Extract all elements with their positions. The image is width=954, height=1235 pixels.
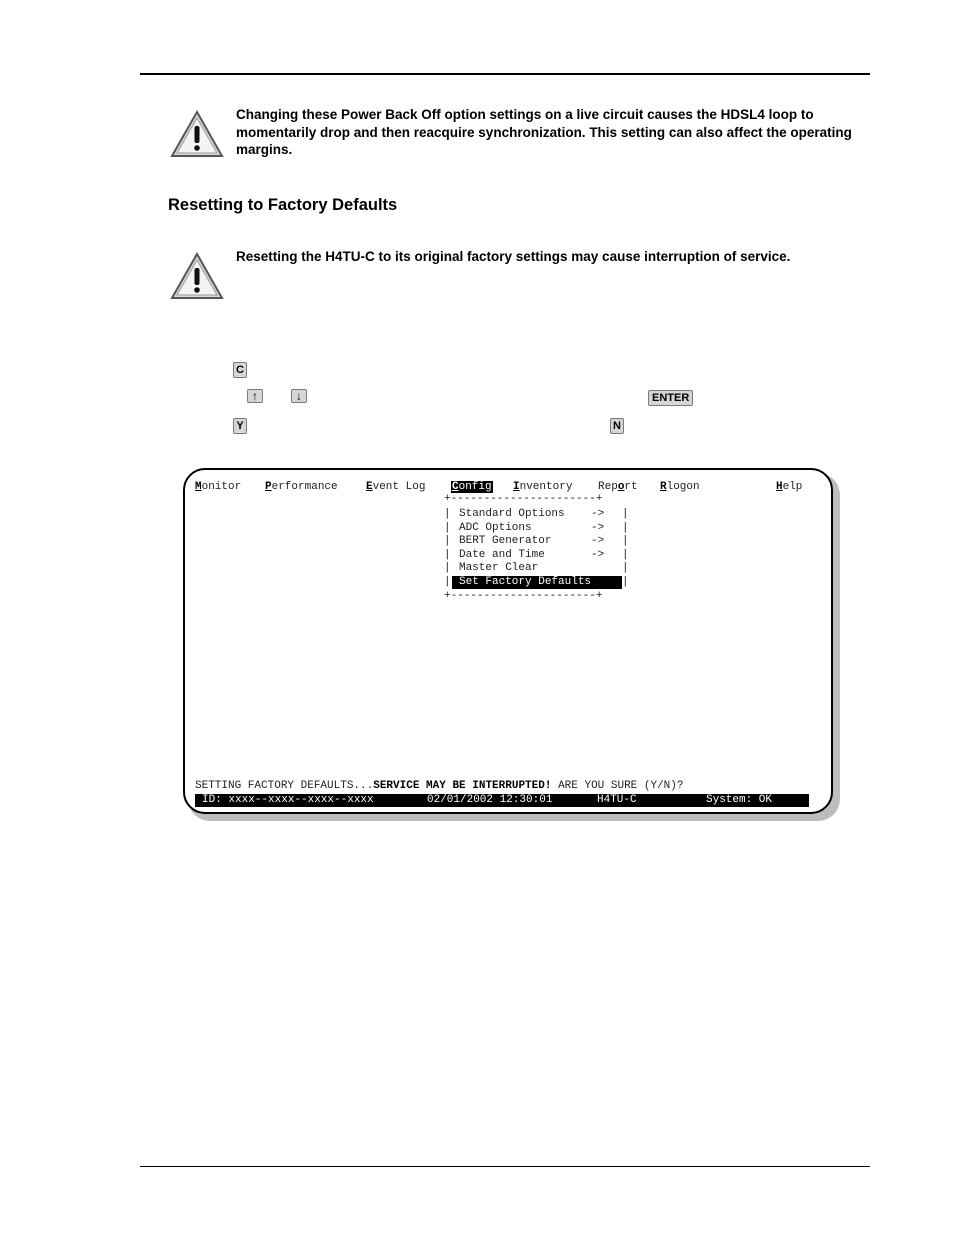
- submenu-arrow-icon: ->: [591, 549, 605, 561]
- dropdown-item-set-factory-defaults[interactable]: Set Factory Defaults: [452, 576, 622, 589]
- menu-inventory[interactable]: Inventory: [513, 481, 573, 493]
- dropdown-border-top: +----------------------+: [444, 493, 603, 505]
- footer-rule: [140, 1166, 870, 1167]
- dropdown-bar-right: |: [622, 576, 629, 588]
- menu-logon[interactable]: Rlogon: [660, 481, 700, 493]
- dropdown-bar-right: |: [622, 562, 629, 574]
- menu-report[interactable]: Report: [598, 481, 638, 493]
- menu-performance[interactable]: Performance: [265, 481, 338, 493]
- header-rule: [140, 73, 870, 75]
- dropdown-bar-right: |: [622, 522, 629, 534]
- dropdown-bar-left: |: [444, 535, 451, 547]
- menu-help[interactable]: Help: [776, 481, 803, 493]
- caution-text-power-back-off: Changing these Power Back Off option settings on a live circuit causes the HDSL4 loop to momentarily drop and then reacquire synchronization. This setting can also affect the operating margins.: [236, 107, 852, 157]
- dropdown-bar-right: |: [622, 535, 629, 547]
- key-down-arrow-icon: ↓: [291, 389, 307, 403]
- caution-icon: [170, 251, 224, 301]
- dropdown-item-bert-generator[interactable]: BERT Generator: [459, 535, 552, 547]
- dropdown-bar-right: |: [622, 508, 629, 520]
- terminal-screen: [183, 468, 833, 814]
- status-id: ID: xxxx--xxxx--xxxx--xxxx: [202, 794, 374, 806]
- submenu-arrow-icon: ->: [591, 522, 605, 534]
- dropdown-bar-left: |: [444, 576, 451, 588]
- status-system: System: OK: [706, 794, 773, 806]
- section-heading: Resetting to Factory Defaults: [168, 196, 398, 214]
- key-up-arrow-icon: ↑: [247, 389, 263, 403]
- dropdown-bar-left: |: [444, 522, 451, 534]
- key-enter: ENTER: [648, 390, 693, 406]
- dropdown-bar-left: |: [444, 549, 451, 561]
- caution-text-factory-reset: Resetting the H4TU-C to its original factory settings may cause interruption of service.: [236, 249, 791, 264]
- dropdown-bar-left: |: [444, 508, 451, 520]
- menu-monitor[interactable]: Monitor: [195, 481, 242, 493]
- menu-config[interactable]: Config: [452, 481, 492, 493]
- key-c: C: [233, 362, 247, 378]
- status-unit: H4TU-C: [597, 794, 637, 806]
- dropdown-bar-right: |: [622, 549, 629, 561]
- dropdown-item-master-clear[interactable]: Master Clear: [459, 562, 539, 574]
- status-datetime: 02/01/2002 12:30:01: [427, 794, 553, 806]
- dropdown-border-bottom: +----------------------+: [444, 590, 603, 602]
- status-bar: [195, 794, 809, 807]
- confirm-prompt: SETTING FACTORY DEFAULTS...SERVICE MAY BE INTERRUPTED! ARE YOU SURE (Y/N)?: [195, 780, 684, 792]
- dropdown-bar-left: |: [444, 562, 451, 574]
- menu-event-log[interactable]: Event Log: [366, 481, 426, 493]
- submenu-arrow-icon: ->: [591, 535, 605, 547]
- dropdown-item-date-and-time[interactable]: Date and Time: [459, 549, 545, 561]
- submenu-arrow-icon: ->: [591, 508, 605, 520]
- dropdown-item-standard-options[interactable]: Standard Options: [459, 508, 565, 520]
- key-n: N: [610, 418, 624, 434]
- caution-icon: [170, 109, 224, 159]
- key-y: Y: [233, 418, 247, 434]
- dropdown-item-adc-options[interactable]: ADC Options: [459, 522, 532, 534]
